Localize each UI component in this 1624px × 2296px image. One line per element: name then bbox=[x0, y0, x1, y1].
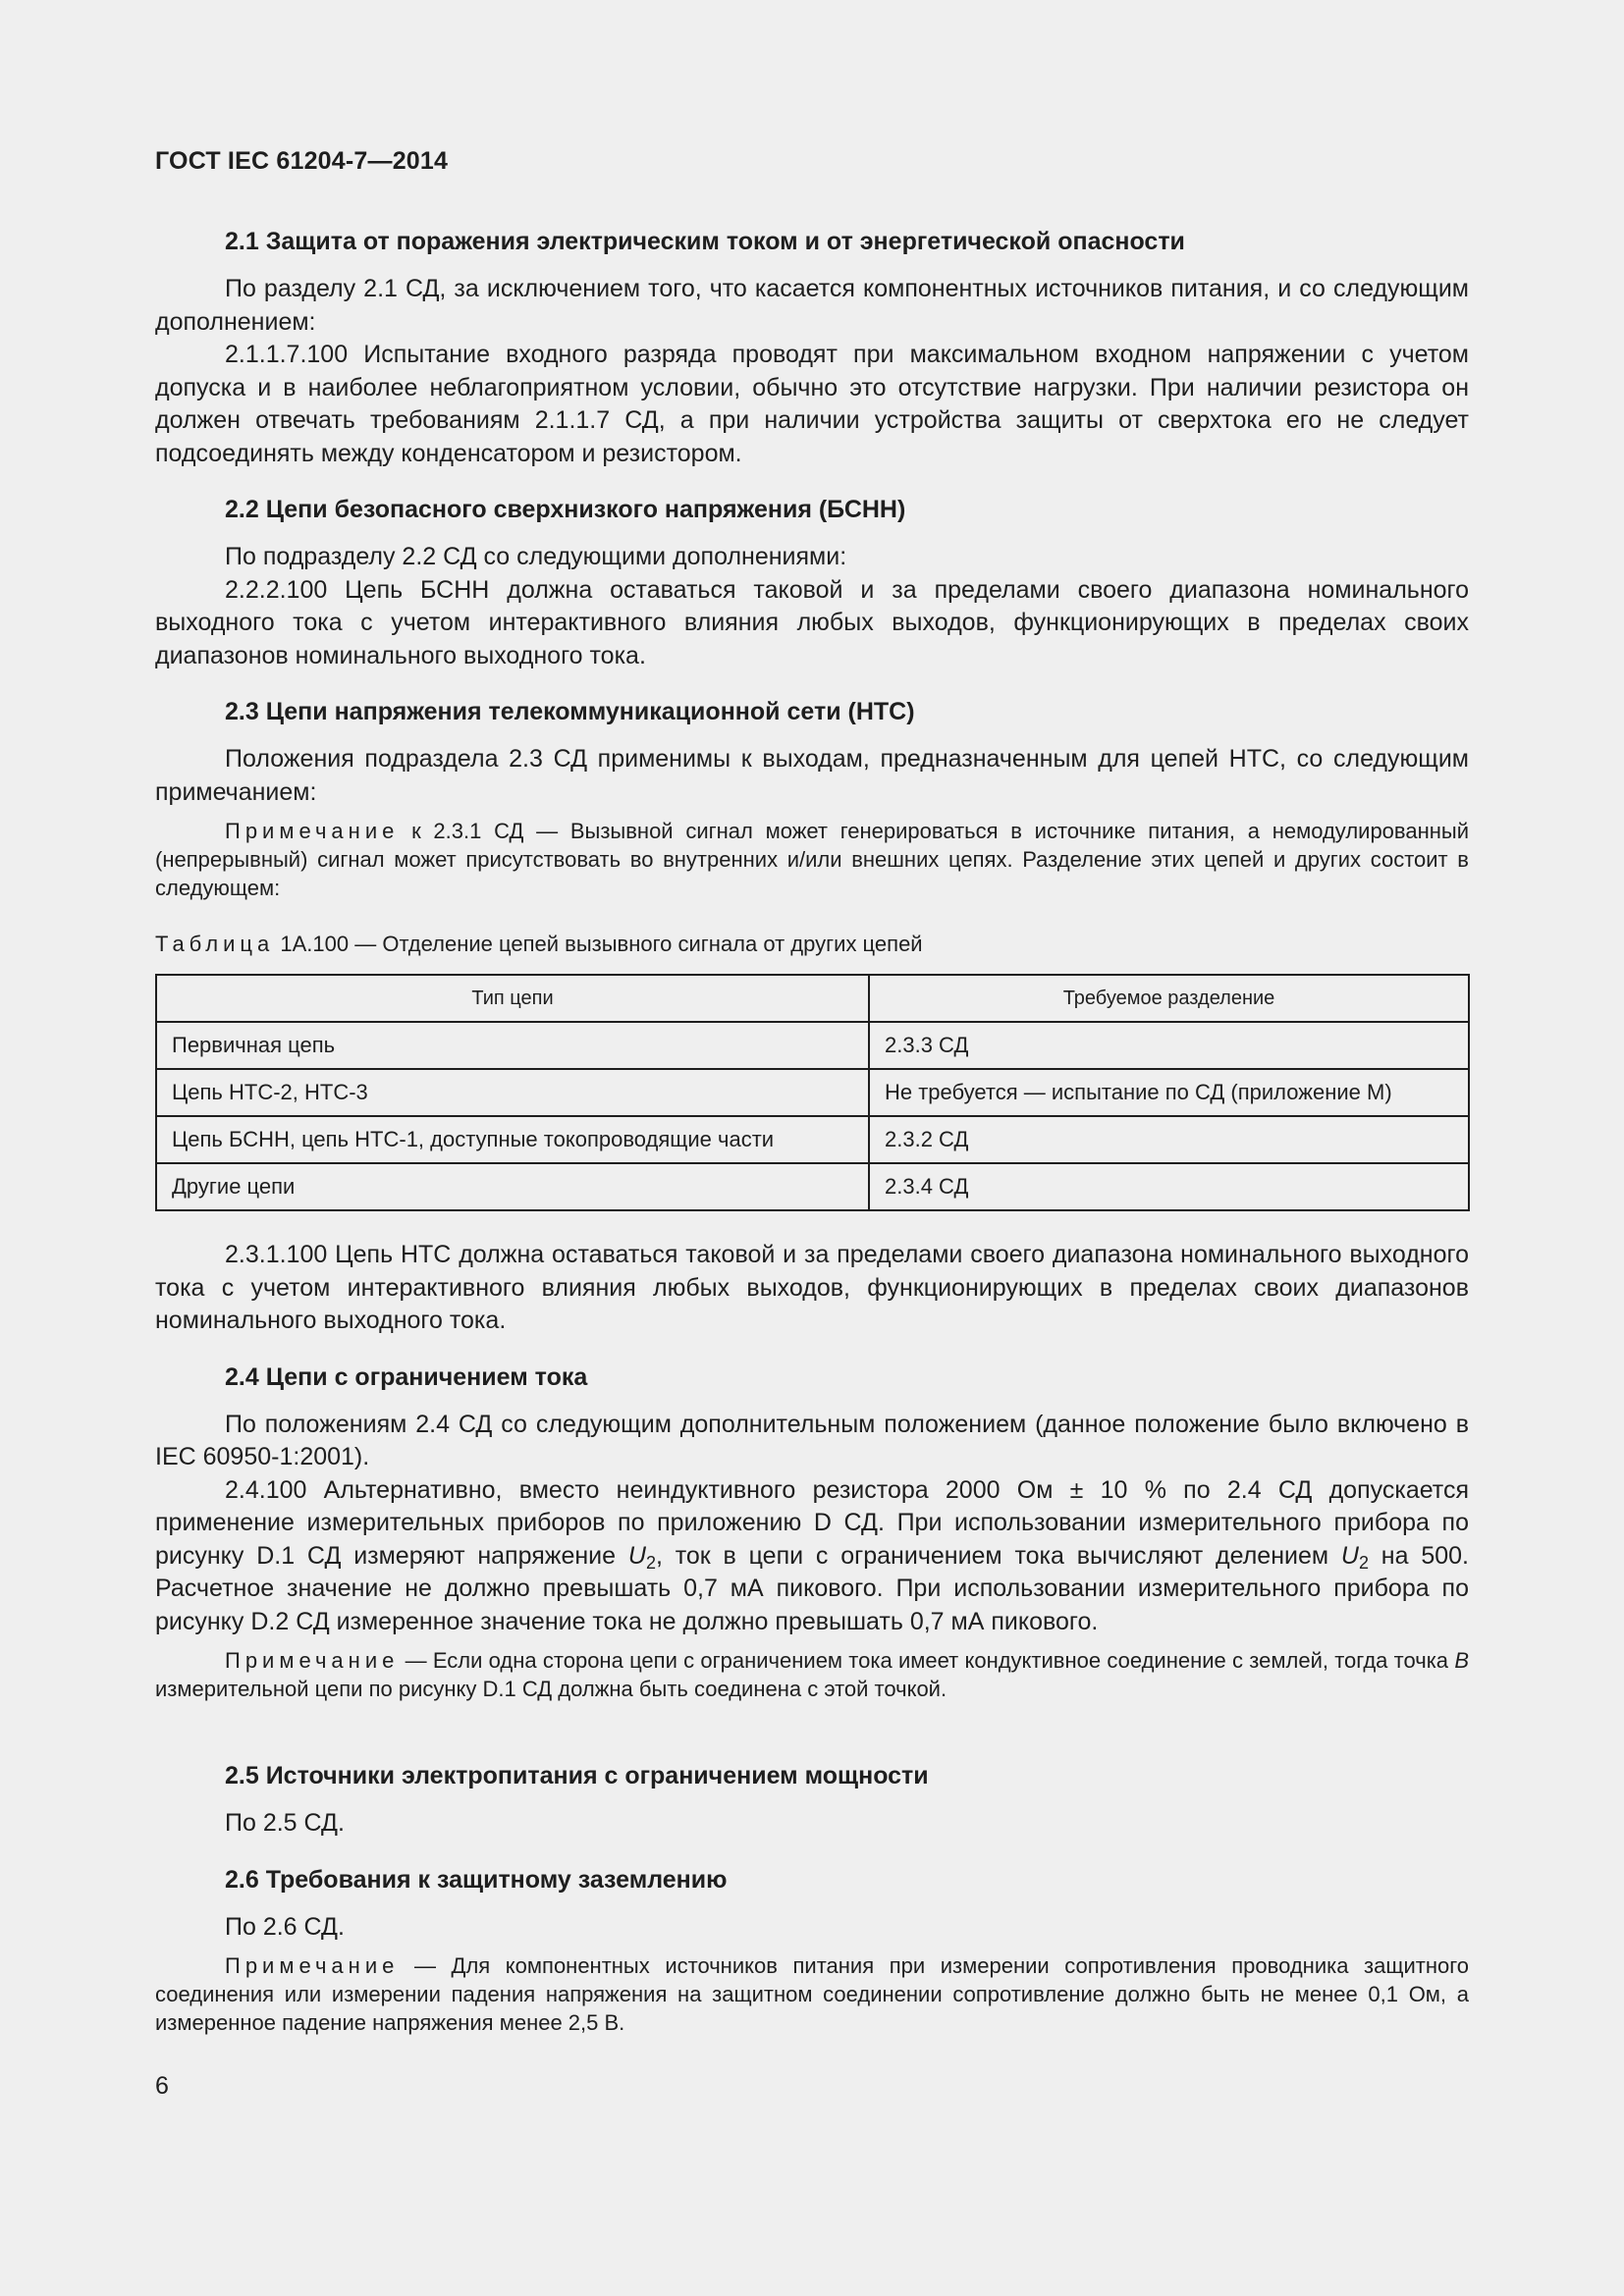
paragraph: 2.3.1.100 Цепь НТС должна оставаться таковой и за пределами своего диапазона номинального выходного тока с учетом интерактивного влияния любых выходов, функционирующих в пределах своих диапазонов номинального выходного тока. bbox=[155, 1241, 1469, 1334]
text-run: 2.4.100 Альтернативно, вместо неиндуктивного резистора 2000 Ом ± 10 % по 2.4 СД допускается применение измерительных приборов по приложению D СД. При использовании измерительного прибора по рисунку D.1 СД измеряют напряжение bbox=[155, 1475, 1469, 1570]
paragraph: 2.1.1.7.100 Испытание входного разряда проводят при максимальном входном напряжении с учетом допуска и в наиболее неблагоприятном условии, обычно это отсутствие нагрузки. При наличии резистора он должен отвечать требованиям 2.1.1.7 СД, а при наличии устройства защиты от сверхтока его не следует подсоединять между конденсатором и резистором. bbox=[155, 341, 1469, 467]
table-cell: 2.3.2 СД bbox=[869, 1116, 1469, 1163]
note-label: Примечание bbox=[225, 819, 400, 843]
note-label: Примечание bbox=[225, 1648, 400, 1673]
section-heading: 2.5 Источники электропитания с ограничением мощности bbox=[225, 1762, 929, 1789]
table-title: 1А.100 — Отделение цепей вызывного сигнала от других цепей bbox=[274, 932, 923, 956]
note-text: измерительной цепи по рисунку D.1 СД должна быть соединена с этой точкой. bbox=[155, 1677, 947, 1701]
table-caption bbox=[155, 930, 1469, 958]
table-cell: 2.3.3 СД bbox=[869, 1022, 1469, 1069]
table-cell: Цепь БСНН, цепь НТС-1, доступные токопроводящие части bbox=[156, 1116, 869, 1163]
table-cell: Цепь НТС-2, НТС-3 bbox=[156, 1069, 869, 1116]
paragraph: По 2.6 СД. bbox=[225, 1912, 345, 1941]
table-cell: Не требуется — испытание по СД (приложение М) bbox=[869, 1069, 1469, 1116]
section-2-2 bbox=[155, 492, 1469, 672]
note-label: Примечание bbox=[225, 1953, 400, 1978]
subscript: 2 bbox=[1358, 1552, 1369, 1573]
page-number: 6 bbox=[155, 2072, 169, 2100]
paragraph: Положения подраздела 2.3 СД применимы к выходам, предназначенным для цепей НТС, со следующим примечанием: bbox=[155, 745, 1469, 806]
text-run: на 500. Расчетное значение не должно превышать 0,7 мА пикового. При использовании измерительного прибора по рисунку D.2 СД измеренное значение тока не должно превышать 0,7 мА пикового. bbox=[155, 1541, 1469, 1635]
note bbox=[155, 817, 1469, 902]
section-2-4 bbox=[155, 1360, 1469, 1704]
document-body bbox=[155, 224, 1469, 2055]
note-text: — Для компонентных источников питания при измерении сопротивления проводника защитного соединения или измерении падения напряжения на защитном соединении сопротивление должно быть не менее 0,1 Ом, а измеренное падение напряжения менее 2,5 В. bbox=[155, 1953, 1469, 2035]
table-row bbox=[156, 1116, 1469, 1163]
paragraph: По положениям 2.4 СД со следующим дополнительным положением (данное положение было включено в IEC 60950-1:2001). bbox=[155, 1410, 1469, 1470]
paragraph: 2.2.2.100 Цепь БСНН должна оставаться таковой и за пределами своего диапазона номинального выходного тока с учетом интерактивного влияния любых выходов, функционирующих в пределах своих диапазонов номинального выходного тока. bbox=[155, 575, 1469, 669]
paragraph bbox=[155, 1474, 1469, 1639]
variable-u: U bbox=[1340, 1541, 1359, 1570]
variable-u: U bbox=[627, 1541, 646, 1570]
paragraph: По подразделу 2.2 СД со следующими дополнениями: bbox=[225, 543, 847, 570]
section-heading: 2.3 Цепи напряжения телекоммуникационной сети (НТС) bbox=[225, 698, 915, 725]
note-text: к 2.3.1 СД — Вызывной сигнал может генерироваться в источнике питания, а немодулированный (непрерывный) сигнал может присутствовать во внутренних и/или внешних цепях. Разделение этих цепей и других состоит в следующем: bbox=[155, 819, 1469, 900]
table-row bbox=[156, 1022, 1469, 1069]
table-cell: 2.3.4 СД bbox=[869, 1163, 1469, 1210]
text-run: , ток в цепи с ограничением тока вычисляют делением bbox=[655, 1541, 1341, 1570]
section-2-1 bbox=[155, 224, 1469, 470]
note bbox=[155, 1951, 1469, 2037]
table-row bbox=[156, 1069, 1469, 1116]
section-2-3 bbox=[155, 694, 1469, 1338]
separation-table bbox=[155, 974, 1470, 1211]
document-header: ГОСТ IEC 61204-7—2014 bbox=[155, 147, 449, 175]
section-heading: 2.2 Цепи безопасного сверхнизкого напряжения (БСНН) bbox=[225, 496, 906, 523]
section-heading: 2.1 Защита от поражения электрическим током и от энергетической опасности bbox=[225, 228, 1185, 255]
table-cell: Другие цепи bbox=[156, 1163, 869, 1210]
paragraph: По разделу 2.1 СД, за исключением того, что касается компонентных источников питания, и со следующим дополнением: bbox=[155, 275, 1469, 336]
table-label: Таблица bbox=[155, 932, 275, 956]
column-header: Тип цепи bbox=[156, 975, 869, 1022]
paragraph: По 2.5 СД. bbox=[225, 1809, 345, 1837]
column-header: Требуемое разделение bbox=[869, 975, 1469, 1022]
document-page bbox=[155, 0, 1469, 2296]
note-text: — Если одна сторона цепи с ограничением тока имеет кондуктивное соединение с землей, тогда точка bbox=[399, 1648, 1455, 1673]
variable-b: B bbox=[1454, 1648, 1469, 1673]
table-cell: Первичная цепь bbox=[156, 1022, 869, 1069]
spacer bbox=[155, 1721, 1469, 1758]
table-header-row bbox=[156, 975, 1469, 1022]
section-2-6 bbox=[155, 1862, 1469, 2038]
section-heading: 2.4 Цепи с ограничением тока bbox=[225, 1362, 588, 1391]
table-row bbox=[156, 1163, 1469, 1210]
section-2-5 bbox=[155, 1758, 1469, 1841]
note bbox=[155, 1646, 1469, 1703]
subscript: 2 bbox=[645, 1552, 656, 1573]
section-heading: 2.6 Требования к защитному заземлению bbox=[225, 1865, 728, 1894]
